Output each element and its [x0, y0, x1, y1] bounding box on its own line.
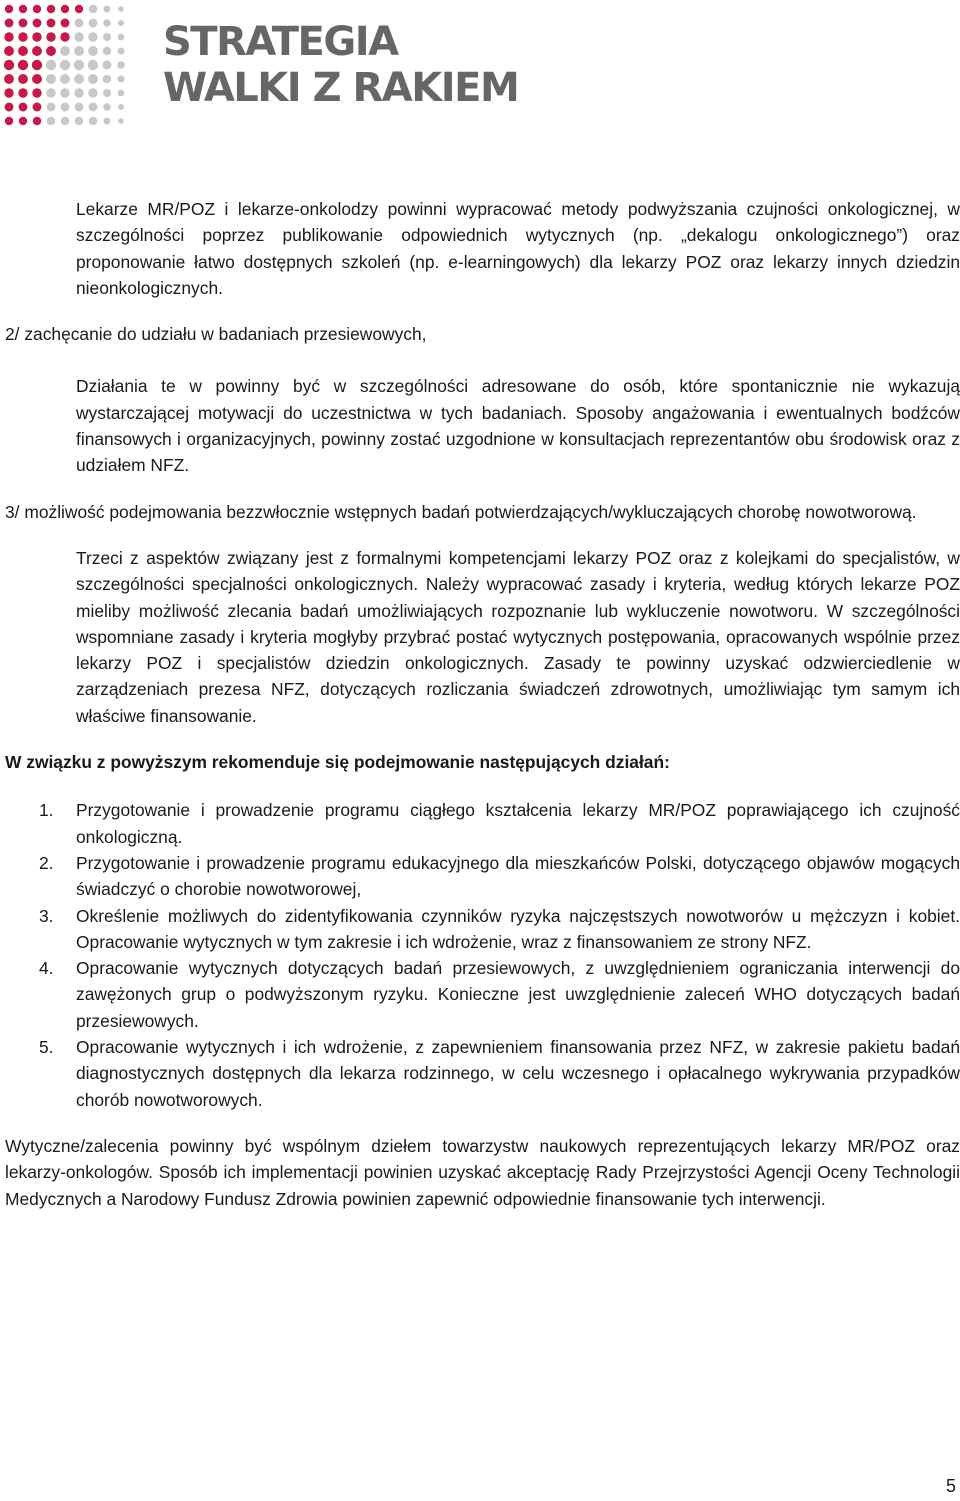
logo-dot: [75, 103, 84, 112]
logo-dot: [60, 88, 69, 97]
logo-dot: [4, 32, 13, 41]
logo-dot: [19, 103, 28, 112]
logo-dot: [89, 19, 98, 28]
list-item: [5, 903, 960, 956]
logo-dot: [47, 103, 56, 112]
logo-dot: [18, 88, 27, 97]
logo-dot: [18, 60, 28, 70]
logo-dot: [60, 60, 70, 70]
logo-dot: [74, 32, 83, 41]
paragraph-czujnosc: Lekarze MR/POZ i lekarze-onkolodzy powinni wypracować metody podwyższania czujności onkologicznej, w szczególności poprzez publikowanie odpowiednich wytycznych (np. „dekalogu onkologicznego”) oraz proponowanie łatwo dostępnych szkoleń (np. e-learningowych) dla lekarzy POZ oraz lekarzy innych dziedzin nieonkologicznych.: [76, 199, 960, 298]
list-number: 5.: [39, 1037, 54, 1058]
recommendations-list: [5, 797, 960, 1113]
logo-dot: [18, 32, 27, 41]
logo-dot: [103, 89, 111, 97]
logo-dot: [88, 46, 98, 56]
logo-dot: [61, 103, 70, 112]
logo-dot: [33, 117, 41, 125]
logo-dot: [74, 74, 84, 84]
logo-dot: [60, 46, 70, 56]
page-number: 5: [945, 1476, 956, 1496]
logo-dot: [103, 19, 111, 27]
logo-dot: [5, 117, 13, 125]
logo-dot: [103, 47, 112, 56]
logo-dot: [88, 88, 97, 97]
logo-dot: [32, 60, 42, 70]
logo-dot: [47, 19, 56, 28]
logo-dot: [4, 74, 14, 84]
logo-dot: [33, 19, 42, 28]
logo-dot: [46, 32, 55, 41]
section-heading-3: 3/ możliwość podejmowania bezzwłocznie wstępnych badań potwierdzających/wykluczających chorobę nowotworową.: [5, 501, 917, 522]
logo-dot: [118, 34, 125, 41]
logo-dot: [117, 47, 124, 54]
list-text: Określenie możliwych do zidentyfikowania czynników ryzyka najczęstszych nowotworów u mężczyzn i kobiet. Opracowanie wytycznych w tym zakresie i ich wdrożenie, wraz z finansowaniem ze strony NFZ.: [76, 905, 960, 952]
logo-dot: [118, 6, 124, 12]
logo-dot: [75, 19, 84, 28]
logo-dot: [5, 103, 14, 112]
logo-dot: [18, 46, 28, 56]
logo-dot: [103, 103, 111, 111]
logo-dot: [33, 103, 42, 112]
logo-dot: [4, 60, 14, 70]
list-text: Opracowanie wytycznych dotyczących badań przesiewowych, z uwzględnieniem ograniczania interwencji do zawężonych grup o podwyższonym ryzyku. Konieczne jest uwzględnienie zaleceń WHO dotyczących badań przesiewowych.: [76, 958, 960, 1031]
logo-line-1: STRATEGIA: [163, 19, 398, 65]
logo-dot: [75, 117, 83, 125]
list-number: 1.: [39, 800, 54, 821]
recommendations-heading: W związku z powyższym rekomenduje się podejmowanie następujących działań:: [5, 752, 670, 773]
logo-dot: [118, 118, 124, 124]
logo-dots-icon: [2, 2, 132, 126]
logo-dot: [61, 5, 69, 13]
paragraph-trzeci-aspekt: Trzeci z aspektów związany jest z formalnymi kompetencjami lekarzy POZ oraz z kolejkami do specjalistów, w szczególności specjalności onkologicznych. Należy wypracować zasady i kryteria, według których lekarze POZ mieliby możliwość zlecania badań umożliwiających rozpoznanie lub wykluczenie nowotworu. W szczególności wspomniane zasady i kryteria mogłyby przybrać postać wytycznych postępowania, opracowanych wspólnie przez lekarzy POZ i specjalistów dziedzin onkologicznych. Zasady te powinny uzyskać odzwierciedlenie w zarządzeniach prezesa NFZ, dotyczących rozliczania świadczeń zdrowotnych, umożliwiając tym samym ich właściwe finansowanie.: [76, 547, 960, 726]
closing-paragraph: Wytyczne/zalecenia powinny być wspólnym dziełem towarzystw naukowych reprezentujących lekarzy MR/POZ oraz lekarzy-onkologów. Sposób ich implementacji powinien uzyskać akceptację Rady Przejrzystości Agencji Oceny Technologii Medycznych a Narodowy Fundusz Zdrowia powinien zapewnić odpowiednie finansowanie tych interwencji.: [5, 1135, 960, 1209]
logo-dot: [118, 104, 124, 110]
logo-dot: [104, 118, 111, 125]
logo-dot: [60, 32, 69, 41]
logo-dot: [74, 88, 83, 97]
logo-dot: [19, 117, 27, 125]
logo-dot: [118, 20, 124, 26]
logo-dot: [103, 61, 112, 70]
logo-line-2: WALKI Z RAKIEM: [163, 65, 519, 111]
logo-text: [163, 19, 518, 111]
logo-dot: [33, 5, 41, 13]
logo-dot: [74, 46, 84, 56]
logo-dot: [32, 46, 42, 56]
list-text: Opracowanie wytycznych i ich wdrożenie, z zapewnieniem finansowania przez NFZ, w zakresie pakietu badań diagnostycznych dostępnych dla lekarza rodzinnego, w celu wczesnego i opłacalnego wykrywania przypadków chorób nowotworowych.: [76, 1037, 960, 1110]
logo-dot: [4, 88, 13, 97]
logo-dot: [32, 88, 41, 97]
logo-dot: [118, 90, 125, 97]
logo-dot: [88, 60, 98, 70]
logo-dot: [46, 88, 55, 97]
list-item: [5, 955, 960, 1034]
list-number: 2.: [39, 852, 54, 873]
logo-dot: [61, 117, 69, 125]
logo-dot: [117, 61, 125, 69]
list-item: [5, 1034, 960, 1113]
logo-dot: [88, 32, 97, 41]
logo-dot: [89, 5, 97, 13]
logo-dot: [117, 75, 124, 82]
list-number: 4.: [39, 958, 54, 979]
logo-dot: [74, 60, 84, 70]
logo-dot: [5, 19, 14, 28]
logo-dot: [18, 74, 28, 84]
paragraph-dzialania: Działania te w powinny być w szczególności adresowane do osób, które spontanicznie nie wykazują wystarczającej motywacji do uczestnictwa w tych badaniach. Sposoby angażowania i ewentualnych bodźców finansowych i organizacyjnych, powinny zostać uzgodnione w konsultacjach reprezentantów obu środowisk oraz z udziałem NFZ.: [76, 376, 960, 476]
logo-dot: [46, 46, 56, 56]
list-item: [5, 850, 960, 903]
list-item: [5, 797, 960, 850]
logo-dot: [32, 74, 42, 84]
logo-dot: [88, 74, 98, 84]
logo-dot: [104, 6, 111, 13]
list-number: 3.: [39, 905, 54, 926]
logo-dot: [61, 19, 70, 28]
logo-dot: [103, 75, 112, 84]
logo-dot: [46, 74, 56, 84]
logo-dot: [47, 117, 55, 125]
document-body: [5, 196, 960, 1212]
logo-dot: [89, 103, 98, 112]
logo-dot: [60, 74, 70, 84]
logo-dot: [5, 5, 13, 13]
header: [0, 0, 540, 130]
logo-dot: [75, 5, 83, 13]
logo-dot: [46, 60, 56, 70]
logo-dot: [89, 117, 97, 125]
logo-dot: [47, 5, 55, 13]
logo-dot: [19, 5, 27, 13]
list-text: Przygotowanie i prowadzenie programu edukacyjnego dla mieszkańców Polski, dotyczącego objawów mogących świadczyć o chorobie nowotworowej,: [76, 852, 960, 900]
logo-dot: [4, 46, 14, 56]
list-text: Przygotowanie i prowadzenie programu ciągłego kształcenia lekarzy MR/POZ poprawiającego ich czujność onkologiczną.: [76, 800, 960, 847]
section-heading-2: 2/ zachęcanie do udziału w badaniach przesiewowych,: [5, 324, 427, 345]
logo-dot: [19, 19, 28, 28]
logo-dot: [32, 32, 41, 41]
logo-dot: [103, 33, 111, 41]
